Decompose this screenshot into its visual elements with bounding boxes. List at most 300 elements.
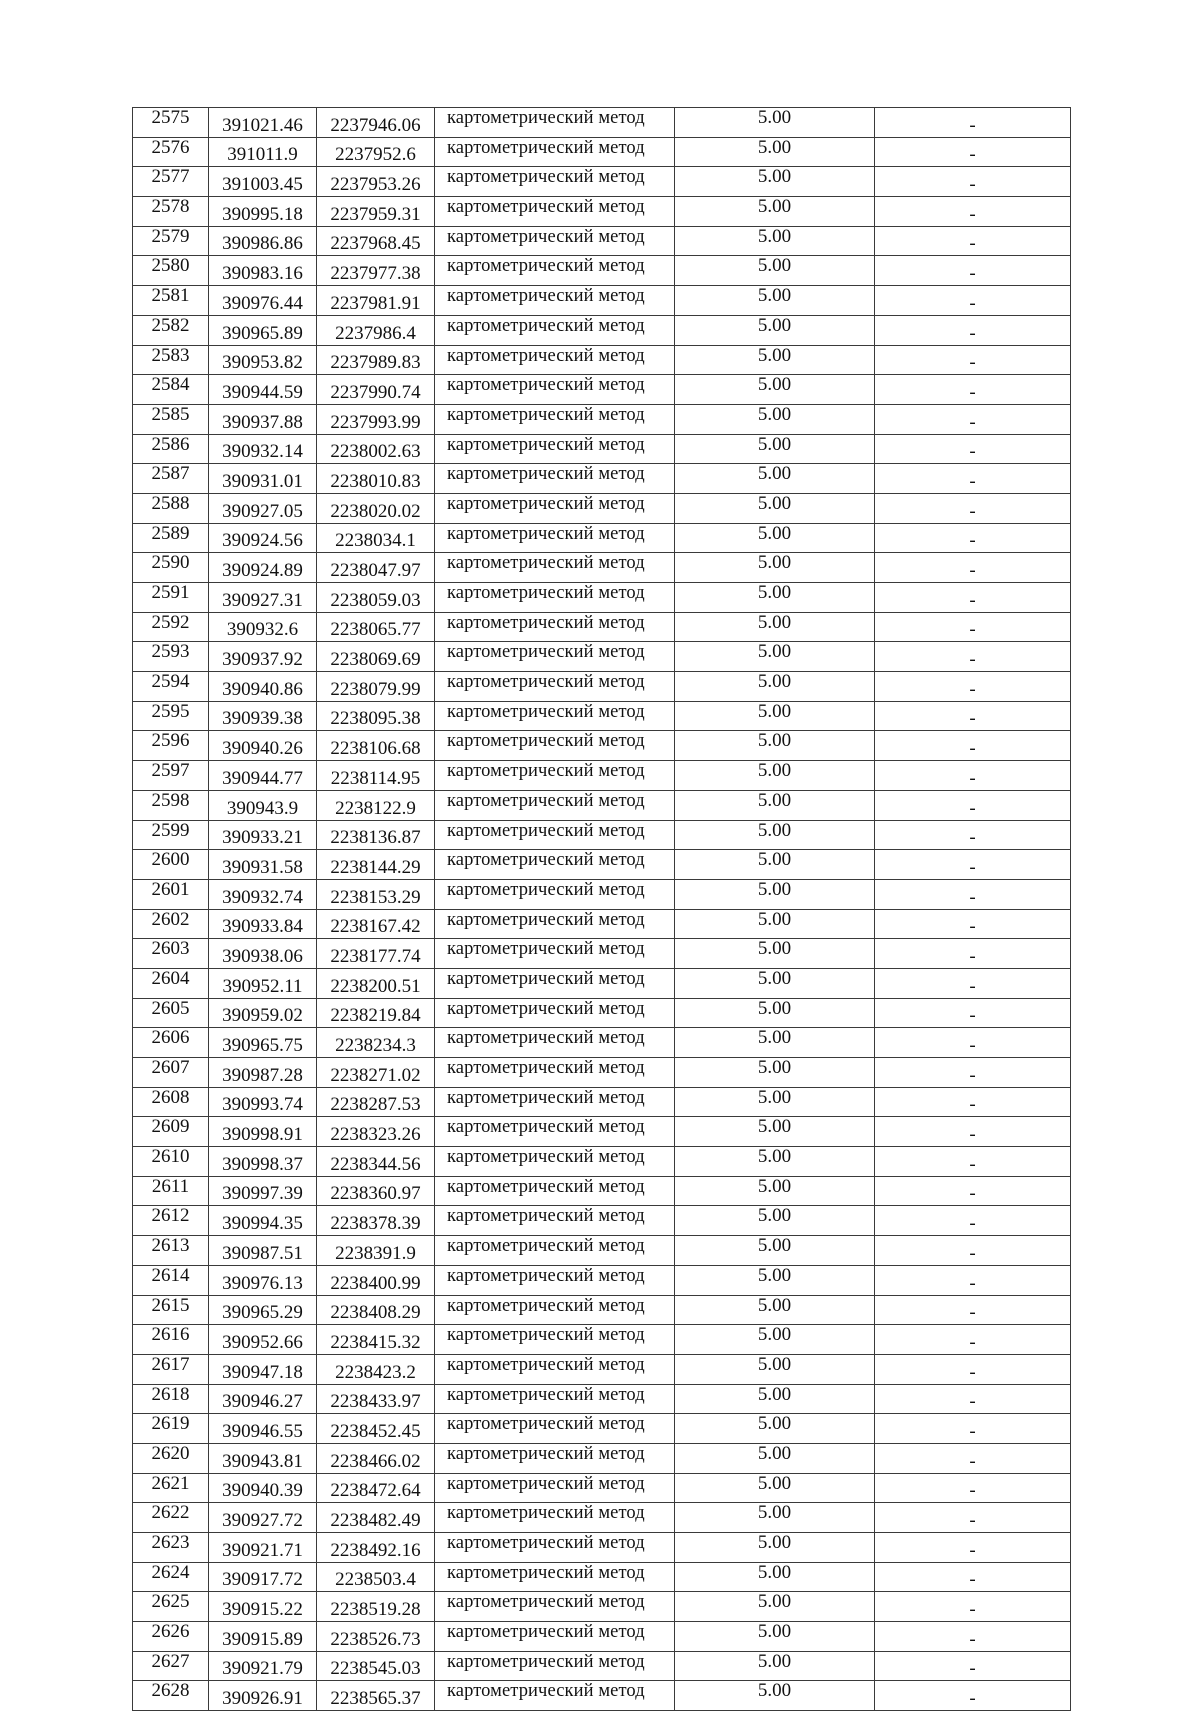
y-coordinate-cell: 2237952.6 (317, 137, 435, 167)
accuracy-cell: 5.00 (675, 1028, 875, 1058)
method-cell: картометрический метод (435, 523, 675, 553)
accuracy-cell: 5.00 (675, 1592, 875, 1622)
method-cell: картометрический метод (435, 108, 675, 138)
method-cell: картометрический метод (435, 968, 675, 998)
y-coordinate-cell: 2238010.83 (317, 464, 435, 494)
table-row (133, 672, 1071, 702)
accuracy-cell: 5.00 (675, 612, 875, 642)
table-row (133, 583, 1071, 613)
accuracy-cell: 5.00 (675, 1651, 875, 1681)
table-row (133, 1622, 1071, 1652)
table-row (133, 1236, 1071, 1266)
method-cell: картометрический метод (435, 553, 675, 583)
table-row (133, 1414, 1071, 1444)
x-coordinate-cell: 390998.37 (209, 1147, 317, 1177)
y-coordinate-cell: 2237959.31 (317, 197, 435, 227)
method-cell: картометрический метод (435, 167, 675, 197)
description-cell: - (875, 553, 1071, 583)
table-row (133, 820, 1071, 850)
point-number-cell: 2607 (133, 1058, 209, 1088)
point-number-cell: 2626 (133, 1622, 209, 1652)
point-number-cell: 2628 (133, 1681, 209, 1711)
description-cell: - (875, 790, 1071, 820)
description-cell: - (875, 761, 1071, 791)
x-coordinate-cell: 390940.86 (209, 672, 317, 702)
x-coordinate-cell: 390927.05 (209, 493, 317, 523)
method-cell: картометрический метод (435, 1176, 675, 1206)
method-cell: картометрический метод (435, 137, 675, 167)
table-row (133, 1533, 1071, 1563)
y-coordinate-cell: 2237968.45 (317, 226, 435, 256)
y-coordinate-cell: 2238482.49 (317, 1503, 435, 1533)
accuracy-cell: 5.00 (675, 1473, 875, 1503)
x-coordinate-cell: 390993.74 (209, 1087, 317, 1117)
description-cell: - (875, 731, 1071, 761)
table-row (133, 731, 1071, 761)
description-cell: - (875, 1058, 1071, 1088)
description-cell: - (875, 939, 1071, 969)
method-cell: картометрический метод (435, 850, 675, 880)
x-coordinate-cell: 390937.92 (209, 642, 317, 672)
x-coordinate-cell: 390953.82 (209, 345, 317, 375)
x-coordinate-cell: 390976.44 (209, 286, 317, 316)
method-cell: картометрический метод (435, 1058, 675, 1088)
point-number-cell: 2581 (133, 286, 209, 316)
description-cell: - (875, 226, 1071, 256)
description-cell: - (875, 850, 1071, 880)
table-row (133, 879, 1071, 909)
method-cell: картометрический метод (435, 909, 675, 939)
table-row (133, 968, 1071, 998)
y-coordinate-cell: 2238153.29 (317, 879, 435, 909)
method-cell: картометрический метод (435, 1087, 675, 1117)
table-row (133, 464, 1071, 494)
x-coordinate-cell: 390931.58 (209, 850, 317, 880)
accuracy-cell: 5.00 (675, 404, 875, 434)
point-number-cell: 2618 (133, 1384, 209, 1414)
accuracy-cell: 5.00 (675, 1354, 875, 1384)
method-cell: картометрический метод (435, 1533, 675, 1563)
y-coordinate-cell: 2238069.69 (317, 642, 435, 672)
accuracy-cell: 5.00 (675, 197, 875, 227)
x-coordinate-cell: 390995.18 (209, 197, 317, 227)
method-cell: картометрический метод (435, 1562, 675, 1592)
y-coordinate-cell: 2238065.77 (317, 612, 435, 642)
accuracy-cell: 5.00 (675, 375, 875, 405)
x-coordinate-cell: 390931.01 (209, 464, 317, 494)
y-coordinate-cell: 2238519.28 (317, 1592, 435, 1622)
x-coordinate-cell: 390937.88 (209, 404, 317, 434)
description-cell: - (875, 108, 1071, 138)
point-number-cell: 2586 (133, 434, 209, 464)
x-coordinate-cell: 390915.22 (209, 1592, 317, 1622)
point-number-cell: 2584 (133, 375, 209, 405)
coordinates-table (132, 107, 1071, 1711)
x-coordinate-cell: 390933.21 (209, 820, 317, 850)
y-coordinate-cell: 2238106.68 (317, 731, 435, 761)
point-number-cell: 2583 (133, 345, 209, 375)
description-cell: - (875, 820, 1071, 850)
x-coordinate-cell: 390921.71 (209, 1533, 317, 1563)
description-cell: - (875, 464, 1071, 494)
description-cell: - (875, 1206, 1071, 1236)
method-cell: картометрический метод (435, 434, 675, 464)
accuracy-cell: 5.00 (675, 1176, 875, 1206)
accuracy-cell: 5.00 (675, 167, 875, 197)
description-cell: - (875, 1384, 1071, 1414)
accuracy-cell: 5.00 (675, 1414, 875, 1444)
description-cell: - (875, 1028, 1071, 1058)
y-coordinate-cell: 2238565.37 (317, 1681, 435, 1711)
x-coordinate-cell: 390933.84 (209, 909, 317, 939)
y-coordinate-cell: 2237946.06 (317, 108, 435, 138)
point-number-cell: 2623 (133, 1533, 209, 1563)
y-coordinate-cell: 2238144.29 (317, 850, 435, 880)
y-coordinate-cell: 2238472.64 (317, 1473, 435, 1503)
method-cell: картометрический метод (435, 642, 675, 672)
y-coordinate-cell: 2238492.16 (317, 1533, 435, 1563)
table-row (133, 1592, 1071, 1622)
x-coordinate-cell: 390952.11 (209, 968, 317, 998)
method-cell: картометрический метод (435, 612, 675, 642)
point-number-cell: 2590 (133, 553, 209, 583)
y-coordinate-cell: 2238526.73 (317, 1622, 435, 1652)
x-coordinate-cell: 390965.89 (209, 315, 317, 345)
table-row (133, 1087, 1071, 1117)
method-cell: картометрический метод (435, 256, 675, 286)
table-row (133, 1503, 1071, 1533)
x-coordinate-cell: 390986.86 (209, 226, 317, 256)
method-cell: картометрический метод (435, 1325, 675, 1355)
description-cell: - (875, 137, 1071, 167)
point-number-cell: 2592 (133, 612, 209, 642)
point-number-cell: 2593 (133, 642, 209, 672)
table-row (133, 1473, 1071, 1503)
point-number-cell: 2577 (133, 167, 209, 197)
method-cell: картометрический метод (435, 315, 675, 345)
accuracy-cell: 5.00 (675, 434, 875, 464)
y-coordinate-cell: 2238503.4 (317, 1562, 435, 1592)
y-coordinate-cell: 2238378.39 (317, 1206, 435, 1236)
y-coordinate-cell: 2238271.02 (317, 1058, 435, 1088)
point-number-cell: 2624 (133, 1562, 209, 1592)
table-row (133, 1384, 1071, 1414)
table-row (133, 256, 1071, 286)
x-coordinate-cell: 390987.51 (209, 1236, 317, 1266)
method-cell: картометрический метод (435, 820, 675, 850)
description-cell: - (875, 1354, 1071, 1384)
method-cell: картометрический метод (435, 345, 675, 375)
x-coordinate-cell: 390927.31 (209, 583, 317, 613)
x-coordinate-cell: 390994.35 (209, 1206, 317, 1236)
y-coordinate-cell: 2237993.99 (317, 404, 435, 434)
accuracy-cell: 5.00 (675, 1533, 875, 1563)
method-cell: картометрический метод (435, 1206, 675, 1236)
description-cell: - (875, 404, 1071, 434)
point-number-cell: 2625 (133, 1592, 209, 1622)
x-coordinate-cell: 390944.77 (209, 761, 317, 791)
method-cell: картометрический метод (435, 1236, 675, 1266)
description-cell: - (875, 1651, 1071, 1681)
method-cell: картометрический метод (435, 1651, 675, 1681)
y-coordinate-cell: 2238360.97 (317, 1176, 435, 1206)
table-row (133, 1206, 1071, 1236)
method-cell: картометрический метод (435, 1473, 675, 1503)
y-coordinate-cell: 2238059.03 (317, 583, 435, 613)
x-coordinate-cell: 390944.59 (209, 375, 317, 405)
accuracy-cell: 5.00 (675, 1147, 875, 1177)
x-coordinate-cell: 390946.27 (209, 1384, 317, 1414)
table-row (133, 108, 1071, 138)
y-coordinate-cell: 2237986.4 (317, 315, 435, 345)
accuracy-cell: 5.00 (675, 672, 875, 702)
y-coordinate-cell: 2237989.83 (317, 345, 435, 375)
accuracy-cell: 5.00 (675, 909, 875, 939)
accuracy-cell: 5.00 (675, 1087, 875, 1117)
y-coordinate-cell: 2238391.9 (317, 1236, 435, 1266)
description-cell: - (875, 642, 1071, 672)
point-number-cell: 2587 (133, 464, 209, 494)
table-row (133, 197, 1071, 227)
description-cell: - (875, 1622, 1071, 1652)
y-coordinate-cell: 2238400.99 (317, 1265, 435, 1295)
accuracy-cell: 5.00 (675, 642, 875, 672)
y-coordinate-cell: 2238433.97 (317, 1384, 435, 1414)
x-coordinate-cell: 390943.81 (209, 1443, 317, 1473)
accuracy-cell: 5.00 (675, 1325, 875, 1355)
accuracy-cell: 5.00 (675, 1562, 875, 1592)
x-coordinate-cell: 390917.72 (209, 1562, 317, 1592)
method-cell: картометрический метод (435, 583, 675, 613)
table-row (133, 1681, 1071, 1711)
description-cell: - (875, 1236, 1071, 1266)
accuracy-cell: 5.00 (675, 226, 875, 256)
description-cell: - (875, 672, 1071, 702)
table-row (133, 404, 1071, 434)
table-row (133, 1265, 1071, 1295)
accuracy-cell: 5.00 (675, 315, 875, 345)
x-coordinate-cell: 390987.28 (209, 1058, 317, 1088)
table-row (133, 345, 1071, 375)
table-row (133, 1147, 1071, 1177)
description-cell: - (875, 612, 1071, 642)
point-number-cell: 2615 (133, 1295, 209, 1325)
accuracy-cell: 5.00 (675, 1236, 875, 1266)
point-number-cell: 2589 (133, 523, 209, 553)
point-number-cell: 2617 (133, 1354, 209, 1384)
method-cell: картометрический метод (435, 404, 675, 434)
y-coordinate-cell: 2238122.9 (317, 790, 435, 820)
x-coordinate-cell: 390921.79 (209, 1651, 317, 1681)
description-cell: - (875, 523, 1071, 553)
description-cell: - (875, 1414, 1071, 1444)
description-cell: - (875, 256, 1071, 286)
point-number-cell: 2602 (133, 909, 209, 939)
table-row (133, 1176, 1071, 1206)
x-coordinate-cell: 390952.66 (209, 1325, 317, 1355)
point-number-cell: 2575 (133, 108, 209, 138)
accuracy-cell: 5.00 (675, 968, 875, 998)
method-cell: картометрический метод (435, 1117, 675, 1147)
table-row (133, 612, 1071, 642)
y-coordinate-cell: 2238034.1 (317, 523, 435, 553)
y-coordinate-cell: 2238020.02 (317, 493, 435, 523)
point-number-cell: 2606 (133, 1028, 209, 1058)
table-row (133, 1117, 1071, 1147)
x-coordinate-cell: 390932.14 (209, 434, 317, 464)
accuracy-cell: 5.00 (675, 464, 875, 494)
accuracy-cell: 5.00 (675, 998, 875, 1028)
table-row (133, 642, 1071, 672)
point-number-cell: 2609 (133, 1117, 209, 1147)
table-row (133, 1028, 1071, 1058)
y-coordinate-cell: 2237953.26 (317, 167, 435, 197)
point-number-cell: 2600 (133, 850, 209, 880)
y-coordinate-cell: 2238415.32 (317, 1325, 435, 1355)
table-row (133, 553, 1071, 583)
method-cell: картометрический метод (435, 464, 675, 494)
accuracy-cell: 5.00 (675, 583, 875, 613)
x-coordinate-cell: 390965.75 (209, 1028, 317, 1058)
method-cell: картометрический метод (435, 1443, 675, 1473)
accuracy-cell: 5.00 (675, 731, 875, 761)
description-cell: - (875, 1295, 1071, 1325)
point-number-cell: 2596 (133, 731, 209, 761)
y-coordinate-cell: 2238234.3 (317, 1028, 435, 1058)
point-number-cell: 2582 (133, 315, 209, 345)
description-cell: - (875, 1087, 1071, 1117)
description-cell: - (875, 345, 1071, 375)
method-cell: картометрический метод (435, 197, 675, 227)
x-coordinate-cell: 391011.9 (209, 137, 317, 167)
method-cell: картометрический метод (435, 1414, 675, 1444)
method-cell: картометрический метод (435, 1265, 675, 1295)
x-coordinate-cell: 390924.56 (209, 523, 317, 553)
y-coordinate-cell: 2237990.74 (317, 375, 435, 405)
table-row (133, 315, 1071, 345)
description-cell: - (875, 375, 1071, 405)
table-row (133, 493, 1071, 523)
table-row (133, 1562, 1071, 1592)
description-cell: - (875, 1176, 1071, 1206)
y-coordinate-cell: 2238047.97 (317, 553, 435, 583)
point-number-cell: 2599 (133, 820, 209, 850)
point-number-cell: 2579 (133, 226, 209, 256)
x-coordinate-cell: 390940.26 (209, 731, 317, 761)
coordinates-table-body (133, 108, 1071, 1711)
description-cell: - (875, 998, 1071, 1028)
table-row (133, 1651, 1071, 1681)
y-coordinate-cell: 2238136.87 (317, 820, 435, 850)
x-coordinate-cell: 390983.16 (209, 256, 317, 286)
point-number-cell: 2585 (133, 404, 209, 434)
accuracy-cell: 5.00 (675, 108, 875, 138)
accuracy-cell: 5.00 (675, 1117, 875, 1147)
y-coordinate-cell: 2238095.38 (317, 701, 435, 731)
method-cell: картометрический метод (435, 939, 675, 969)
method-cell: картометрический метод (435, 1295, 675, 1325)
y-coordinate-cell: 2237977.38 (317, 256, 435, 286)
accuracy-cell: 5.00 (675, 1503, 875, 1533)
y-coordinate-cell: 2238466.02 (317, 1443, 435, 1473)
table-row (133, 1058, 1071, 1088)
point-number-cell: 2604 (133, 968, 209, 998)
method-cell: картометрический метод (435, 761, 675, 791)
accuracy-cell: 5.00 (675, 553, 875, 583)
description-cell: - (875, 1147, 1071, 1177)
method-cell: картометрический метод (435, 226, 675, 256)
accuracy-cell: 5.00 (675, 345, 875, 375)
y-coordinate-cell: 2238323.26 (317, 1117, 435, 1147)
table-row (133, 939, 1071, 969)
point-number-cell: 2610 (133, 1147, 209, 1177)
accuracy-cell: 5.00 (675, 1443, 875, 1473)
accuracy-cell: 5.00 (675, 1295, 875, 1325)
accuracy-cell: 5.00 (675, 523, 875, 553)
x-coordinate-cell: 390939.38 (209, 701, 317, 731)
description-cell: - (875, 315, 1071, 345)
x-coordinate-cell: 390938.06 (209, 939, 317, 969)
point-number-cell: 2601 (133, 879, 209, 909)
point-number-cell: 2597 (133, 761, 209, 791)
point-number-cell: 2591 (133, 583, 209, 613)
description-cell: - (875, 583, 1071, 613)
y-coordinate-cell: 2238114.95 (317, 761, 435, 791)
description-cell: - (875, 701, 1071, 731)
table-row (133, 850, 1071, 880)
point-number-cell: 2598 (133, 790, 209, 820)
x-coordinate-cell: 390915.89 (209, 1622, 317, 1652)
accuracy-cell: 5.00 (675, 1681, 875, 1711)
accuracy-cell: 5.00 (675, 761, 875, 791)
point-number-cell: 2621 (133, 1473, 209, 1503)
point-number-cell: 2608 (133, 1087, 209, 1117)
x-coordinate-cell: 390940.39 (209, 1473, 317, 1503)
x-coordinate-cell: 390932.74 (209, 879, 317, 909)
x-coordinate-cell: 391021.46 (209, 108, 317, 138)
x-coordinate-cell: 390976.13 (209, 1265, 317, 1295)
method-cell: картометрический метод (435, 731, 675, 761)
method-cell: картометрический метод (435, 998, 675, 1028)
description-cell: - (875, 968, 1071, 998)
table-row (133, 1443, 1071, 1473)
y-coordinate-cell: 2238002.63 (317, 434, 435, 464)
table-row (133, 701, 1071, 731)
accuracy-cell: 5.00 (675, 790, 875, 820)
description-cell: - (875, 434, 1071, 464)
table-row (133, 998, 1071, 1028)
y-coordinate-cell: 2238452.45 (317, 1414, 435, 1444)
point-number-cell: 2611 (133, 1176, 209, 1206)
method-cell: картометрический метод (435, 879, 675, 909)
method-cell: картометрический метод (435, 1681, 675, 1711)
description-cell: - (875, 1473, 1071, 1503)
accuracy-cell: 5.00 (675, 1265, 875, 1295)
y-coordinate-cell: 2238200.51 (317, 968, 435, 998)
x-coordinate-cell: 390932.6 (209, 612, 317, 642)
method-cell: картометрический метод (435, 1622, 675, 1652)
table-row (133, 167, 1071, 197)
point-number-cell: 2616 (133, 1325, 209, 1355)
table-row (133, 523, 1071, 553)
point-number-cell: 2595 (133, 701, 209, 731)
x-coordinate-cell: 390943.9 (209, 790, 317, 820)
accuracy-cell: 5.00 (675, 493, 875, 523)
point-number-cell: 2578 (133, 197, 209, 227)
y-coordinate-cell: 2238079.99 (317, 672, 435, 702)
table-row (133, 1354, 1071, 1384)
y-coordinate-cell: 2238423.2 (317, 1354, 435, 1384)
